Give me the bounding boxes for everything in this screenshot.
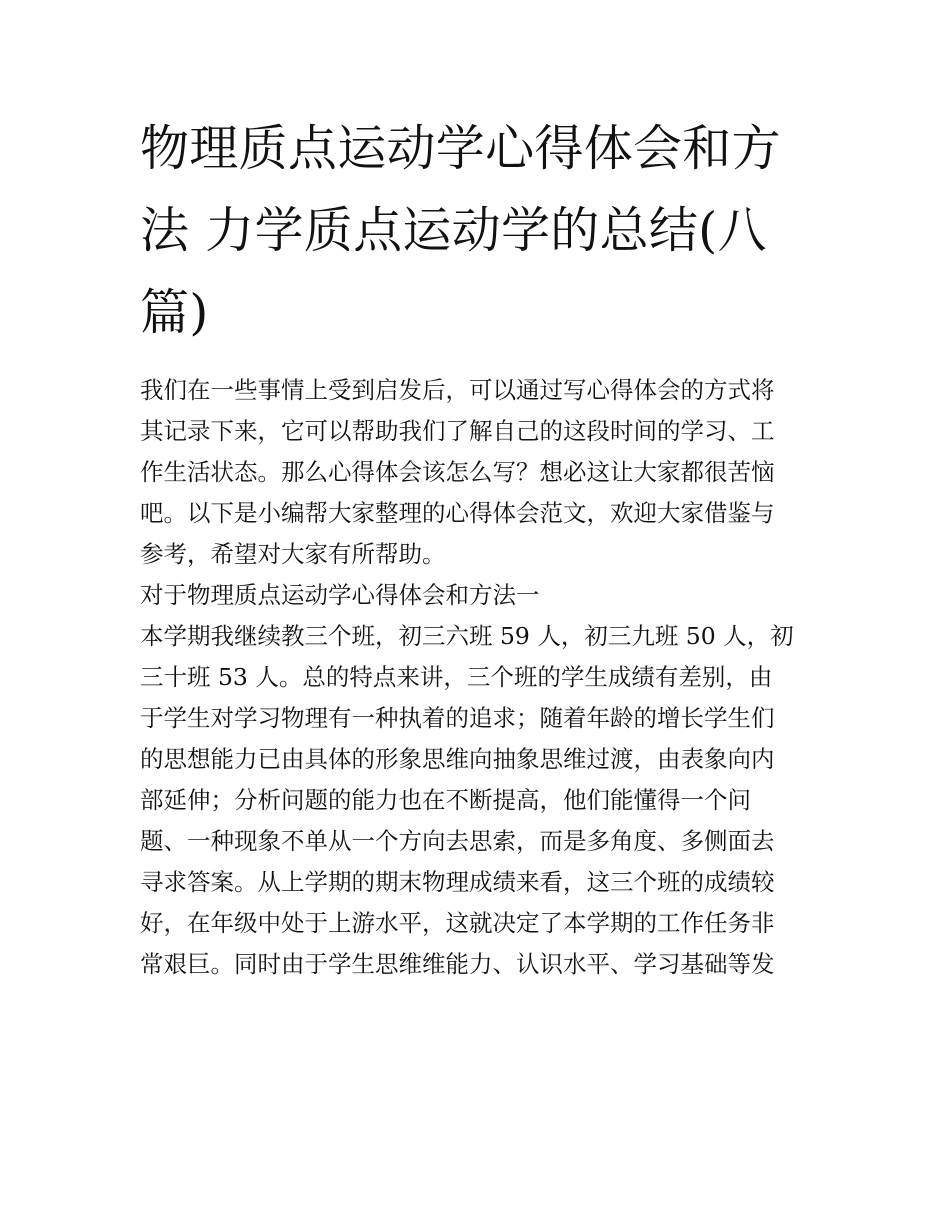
document-title (140, 108, 812, 354)
title-line: 法 力学质点运动学的总结(八 (140, 202, 767, 259)
intro-line: 吧。以下是小编帮大家整理的心得体会范文，欢迎大家借鉴与 (140, 499, 775, 527)
intro-line: 其记录下来，它可以帮助我们了解自己的这段时间的学习、工 (140, 417, 775, 445)
body-line: 的思想能力已由具体的形象思维向抽象思维过渡，由表象向内 (140, 745, 775, 773)
intro-line: 参考，希望对大家有所帮助。 (140, 540, 446, 568)
intro-line: 作生活状态。那么心得体会该怎么写？想必这让大家都很苦恼 (140, 458, 775, 486)
body-line: 常艰巨。同时由于学生思维维能力、认识水平、学习基础等发 (140, 950, 775, 978)
body-line: 部延伸；分析问题的能力也在不断提高，他们能懂得一个问 (140, 786, 751, 814)
body-line: 好，在年级中处于上游水平，这就决定了本学期的工作任务非 (140, 909, 775, 937)
section-heading: 对于物理质点运动学心得体会和方法一 (140, 581, 540, 609)
body-line: 题、一种现象不单从一个方向去思索，而是多角度、多侧面去 (140, 827, 775, 855)
intro-line: 我们在一些事情上受到启发后，可以通过写心得体会的方式将 (140, 376, 775, 404)
body-line: 三十班 53 人。总的特点来讲，三个班的学生成绩有差别，由 (140, 663, 773, 691)
intro-paragraph (140, 370, 812, 575)
title-line: 篇) (140, 284, 209, 341)
document-page (140, 108, 812, 985)
body-line: 本学期我继续教三个班，初三六班 59 人，初三九班 50 人，初 (140, 622, 794, 650)
body-line: 寻求答案。从上学期的期末物理成绩来看，这三个班的成绩较 (140, 868, 775, 896)
body-paragraph (140, 616, 812, 985)
body-line: 于学生对学习物理有一种执着的追求；随着年龄的增长学生们 (140, 704, 775, 732)
title-line: 物理质点运动学心得体会和方 (140, 120, 781, 177)
